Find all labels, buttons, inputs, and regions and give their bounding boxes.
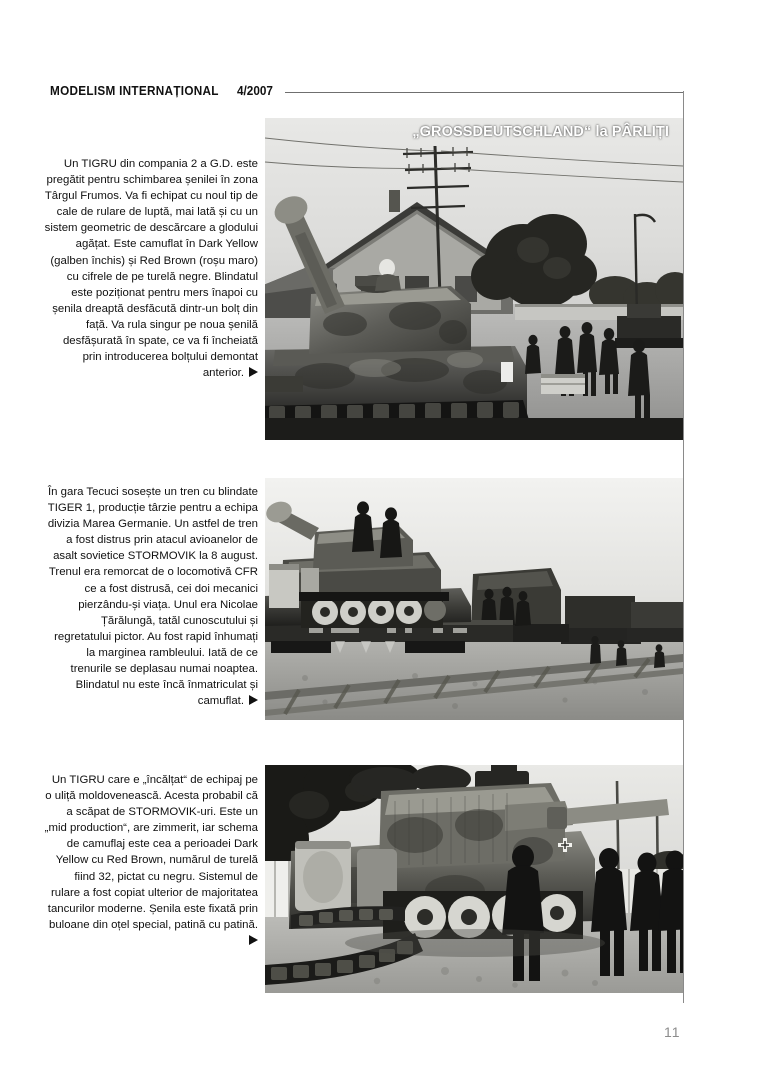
- article-title-overlay: „GROSSDEUTSCHLAND“ la PÂRLIȚI: [412, 124, 669, 140]
- page-header: [50, 80, 684, 102]
- caption-photo-3: [44, 772, 258, 949]
- photo-1-artwork: [265, 118, 683, 440]
- caption-1-text: Un TIGRU din compania 2 a G.D. este pregătit pentru schimbarea șenilei în zona Târgul Frumos. Va fi echipat cu noul tip de cale de rulare de luptă, mai lată și cu un sistem geometric de descărcare a glodului agățat. Este camuflat în Dark Yellow (galben închis) și Red Brown (roșu maro) cu cifrele de pe turelă negre. Blindatul este poziționat pentru mers înapoi cu șenila dreaptă desfăcută dintr-un bolț din față. Va rula singur pe noua șenilă desfășurată în spate, ce va fi încheiată prin introducerea bolțului demontat anterior.: [44, 158, 258, 380]
- page-number: 11: [664, 1024, 681, 1040]
- caption-photo-1: [44, 156, 258, 381]
- vertical-divider-rule: [683, 91, 684, 1003]
- caption-arrow-icon: [249, 367, 258, 377]
- caption-arrow-icon: [249, 935, 258, 945]
- tiger-tank-railway-flatcar-photo: [265, 478, 683, 720]
- caption-2-text: În gara Tecuci sosește un tren cu blindate TIGER 1, producție târzie pentru a echipa divizia Marea Germanie. Un astfel de tren a fost distrus prin atacul avioanelor de asalt sovietice STORMOVIK la 8 august. Trenul era remorcat de o locomotivă CFR ce a fost distrusă, cei doi mecanici pierzându-și viața. Unul era Nicolae Țărălungă, tatăl cunoscutului și regretatului pictor. Au fost rapid înhumați la marginea rambleului. Iată de ce trenurile se deplasau numai noaptea. Blindatul nu este încă înmatriculat și camuflat.: [47, 486, 258, 708]
- tiger-tank-thrown-track-photo: [265, 765, 683, 993]
- caption-photo-2: [44, 484, 258, 709]
- tiger-tank-village-street-photo: [265, 118, 683, 440]
- photo-2-artwork: [265, 478, 683, 720]
- caption-3-text: Un TIGRU care e „încălțat“ de echipaj pe o uliță moldovenească. Acesta probabil că a scăpat de STORMOVIK-uri. Este un „mid production“, are zimmerit, iar schema de camuflaj este cea a perioadei Dark Yellow cu Red Brown, numărul de turelă fiind 32, pictat cu negru. Sistemul de rulare a fost copiat ulterior de majoritatea tancurilor moderne. Șenila este fixată prin buloane din oțel special, patină cu patină.: [44, 774, 258, 931]
- photo-3-artwork: [265, 765, 683, 993]
- caption-arrow-icon: [249, 695, 258, 705]
- magazine-title: MODELISM INTERNAȚIONAL: [50, 84, 219, 98]
- issue-number: 4/2007: [236, 84, 273, 98]
- header-divider-rule: [285, 92, 684, 93]
